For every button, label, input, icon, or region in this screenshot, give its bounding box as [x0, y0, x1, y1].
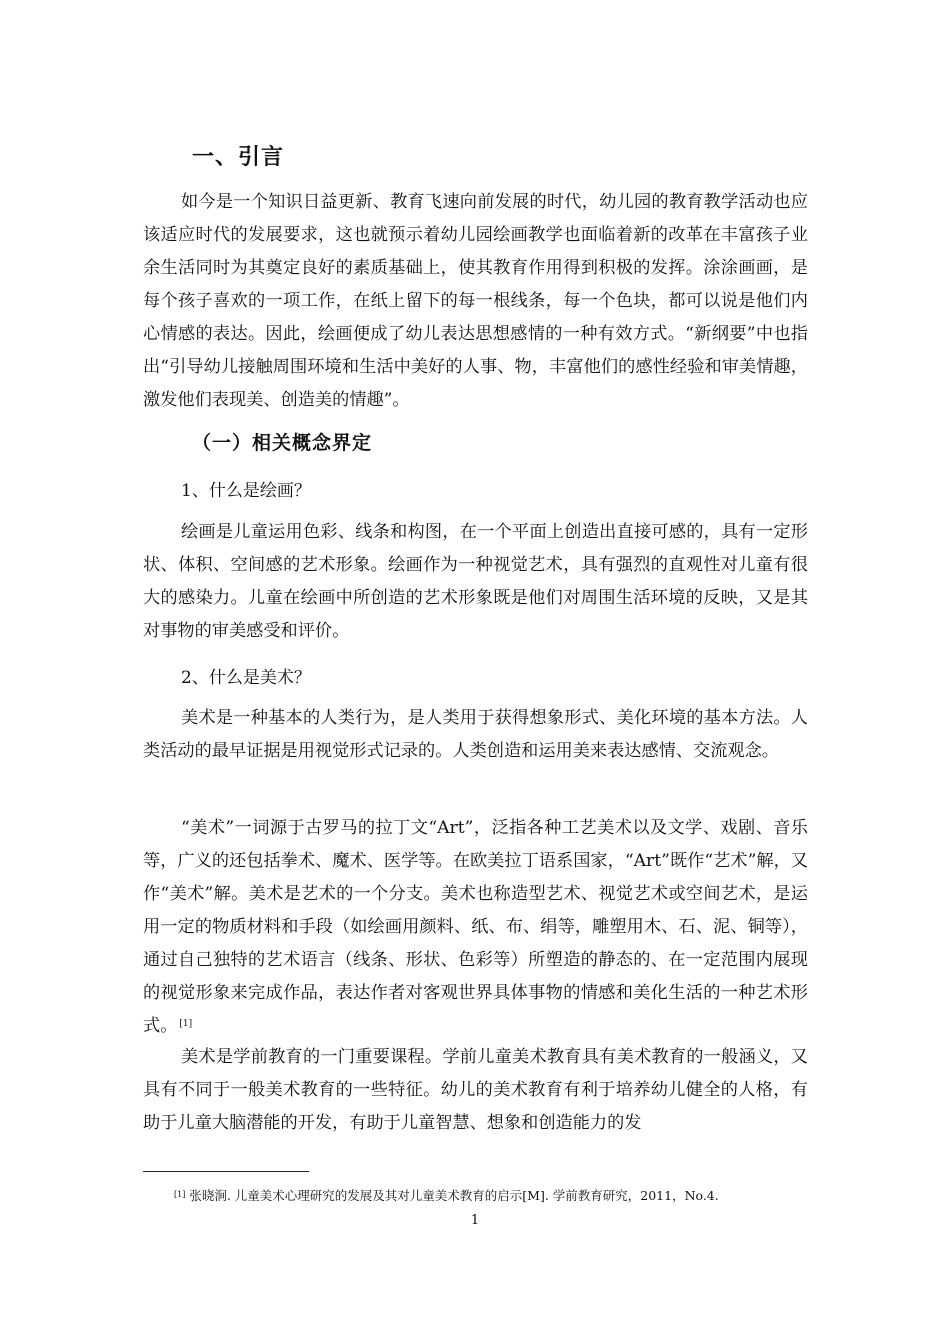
art-paragraph-2-text: “美术”一词源于古罗马的拉丁文“Art”，泛指各种工艺美术以及文学、戏剧、音乐等，广义的还包括拳术、魔术、医学等。在欧美拉丁语系国家，“Art”既作“艺术”解，又作“美术”解。美术是艺术的一个分支。美术也称造型艺术、视觉艺术或空间艺术，是运用一定的物质材料和手段（如绘画用颜料、纸、布、绢等，雕塑用木、石、泥、铜等），通过自己独特的艺术语言（线条、形状、色彩等）所塑造的静态的、在一定范围内展现的视觉形象来完成作品，表达作者对客观世界具体事物的情感和美化生活的一种艺术形式。	[143, 818, 808, 1036]
intro-paragraph: 如今是一个知识日益更新、教育飞速向前发展的时代，幼儿园的教育教学活动也应该适应时代的发展要求，这也就预示着幼儿园绘画教学也面临着新的改革在丰富孩子业余生活同时为其奠定良好的素质基础上，使其教育作用得到积极的发挥。涂涂画画，是每个孩子喜欢的一项工作，在纸上留下的每一根线条，每一个色块，都可以说是他们内心情感的表达。因此，绘画便成了幼儿表达思想感情的一种有效方式。“新纲要”中也指出“引导幼儿接触周围环境和生活中美好的人事、物，丰富他们的感性经验和审美情趣，激发他们表现美、创造美的情趣”。	[143, 192, 808, 410]
art-paragraph-3: 美术是学前教育的一门重要课程。学前儿童美术教育具有美术教育的一般涵义，又具有不同于一般美术教育的一些特征。幼儿的美术教育有利于培养幼儿健全的人格，有助于儿童大脑潜能的开发，有助于儿童智慧、想象和创造能力的发	[143, 1047, 808, 1133]
footnote-marker: [1]	[174, 1190, 186, 1199]
art-paragraph-1: 美术是一种基本的人类行为，是人类用于获得想象形式、美化环境的基本方法。人类活动的最早证据是用视觉形式记录的。人类创造和运用美来表达感情、交流观念。	[143, 708, 808, 761]
question-painting: 1、什么是绘画？	[181, 481, 311, 501]
footnote-reference[interactable]: [1]	[179, 1019, 193, 1029]
question-art: 2、什么是美术？	[181, 668, 311, 688]
art-paragraph-2	[143, 812, 808, 1043]
footnote-divider	[143, 1171, 309, 1172]
section-heading: （一）相关概念界定	[192, 432, 373, 454]
main-heading: 一、引言	[192, 145, 285, 170]
page-number: 1	[470, 1213, 480, 1228]
footnote	[172, 1187, 719, 1205]
painting-paragraph: 绘画是儿童运用色彩、线条和构图，在一个平面上创造出直接可感的，具有一定形状、体积、空间感的艺术形象。绘画作为一种视觉艺术，具有强烈的直观性对儿童有很大的感染力。儿童在绘画中所创造的艺术形象既是他们对周围生活环境的反映，又是其对事物的审美感受和评价。	[143, 522, 808, 641]
footnote-text: 张晓涧. 儿童美术心理研究的发展及其对儿童美术教育的启示[M]. 学前教育研究，2011，No.4.	[189, 1188, 719, 1203]
